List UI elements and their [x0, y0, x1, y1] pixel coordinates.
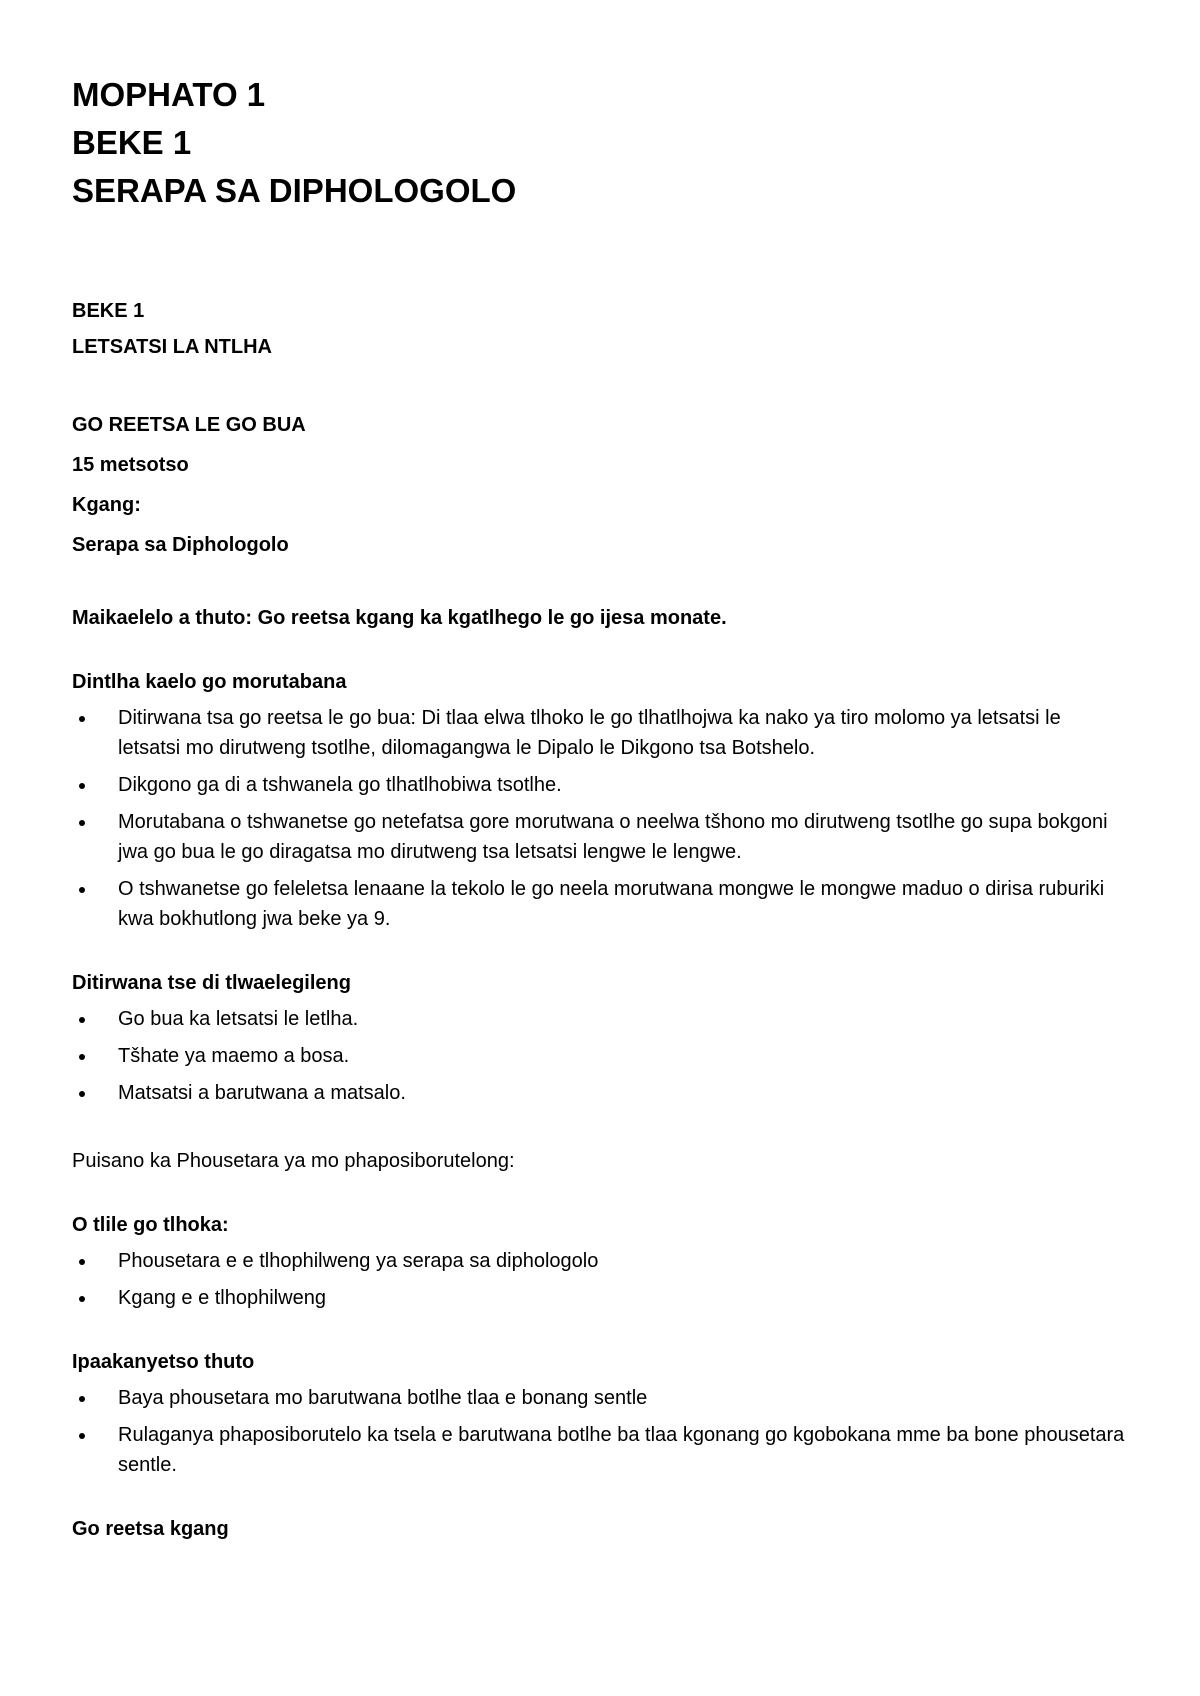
title-grade: MOPHATO 1	[72, 76, 266, 113]
day-heading	[72, 293, 1128, 365]
duration: 15 metsotso	[72, 454, 189, 476]
bullet-icon	[79, 1017, 85, 1023]
list-item: Morutabana o tshwanetse go netefatsa gore morutwana o neelwa tšhono mo dirutweng tsotlhe go supa bokgoni jwa go bua le go diragatsa mo dirutweng tsa letsatsi lengwe le lengwe.	[72, 807, 1128, 867]
teacher-notes-list	[72, 703, 1128, 934]
bullet-icon	[79, 820, 85, 826]
bullet-icon	[79, 887, 85, 893]
list-item: Baya phousetara mo barutwana botlhe tlaa e bonang sentle	[72, 1383, 1128, 1413]
list-item: Kgang e e tlhophilweng	[72, 1283, 1128, 1313]
listening-section	[72, 1514, 1128, 1544]
needs-list	[72, 1246, 1128, 1313]
preparation-list	[72, 1383, 1128, 1480]
week-heading: BEKE 1	[72, 300, 145, 322]
activity-heading: GO REETSA LE GO BUA	[72, 414, 306, 436]
topic: Serapa sa Diphologolo	[72, 534, 289, 556]
list-item: O tshwanetse go feleletsa lenaane la tekolo le go neela morutwana mongwe le mongwe maduo o dirisa ruburiki kwa bokhutlong jwa beke ya 9.	[72, 874, 1128, 934]
bullet-icon	[79, 1296, 85, 1302]
listening-title: Go reetsa kgang	[72, 1518, 229, 1540]
bullet-icon	[79, 1091, 85, 1097]
teacher-notes-section	[72, 667, 1128, 934]
needs-title: O tlile go tlhoka:	[72, 1214, 229, 1236]
teacher-notes-title: Dintlha kaelo go morutabana	[72, 671, 347, 693]
routine-title: Ditirwana tse di tlwaelegileng	[72, 972, 351, 994]
lesson-info	[72, 405, 1128, 565]
preparation-title: Ipaakanyetso thuto	[72, 1351, 255, 1373]
bullet-icon	[79, 1433, 85, 1439]
discussion-heading: Puisano ka Phousetara ya mo phaposiborutelong:	[72, 1150, 515, 1172]
list-item: Matsatsi a barutwana a matsalo.	[72, 1078, 1128, 1108]
list-item: Dikgono ga di a tshwanela go tlhatlhobiwa tsotlhe.	[72, 770, 1128, 800]
bullet-icon	[79, 1396, 85, 1402]
routine-section	[72, 968, 1128, 1108]
list-item: Rulaganya phaposiborutelo ka tsela e barutwana botlhe ba tlaa kgonang go kgobokana mme ba bone phousetara sentle.	[72, 1420, 1128, 1480]
list-item: Tšhate ya maemo a bosa.	[72, 1041, 1128, 1071]
document-title	[72, 0, 1128, 215]
routine-list	[72, 1004, 1128, 1108]
topic-label: Kgang:	[72, 494, 141, 516]
preparation-section	[72, 1347, 1128, 1480]
title-theme: SERAPA SA DIPHOLOGOLO	[72, 172, 517, 209]
bullet-icon	[79, 783, 85, 789]
list-item: Go bua ka letsatsi le letlha.	[72, 1004, 1128, 1034]
list-item: Phousetara e e tlhophilweng ya serapa sa diphologolo	[72, 1246, 1128, 1276]
bullet-icon	[79, 1259, 85, 1265]
list-item: Ditirwana tsa go reetsa le go bua: Di tlaa elwa tlhoko le go tlhatlhojwa ka nako ya tiro molomo ya letsatsi le letsatsi mo dirutweng tsotlhe, dilomagangwa le Dipalo le Dikgono tsa Botshelo.	[72, 703, 1128, 763]
lesson-objective: Maikaelelo a thuto: Go reetsa kgang ka kgatlhego le go ijesa monate.	[72, 607, 727, 629]
title-week: BEKE 1	[72, 124, 192, 161]
bullet-icon	[79, 716, 85, 722]
day-label: LETSATSI LA NTLHA	[72, 336, 272, 358]
bullet-icon	[79, 1054, 85, 1060]
needs-section	[72, 1210, 1128, 1313]
